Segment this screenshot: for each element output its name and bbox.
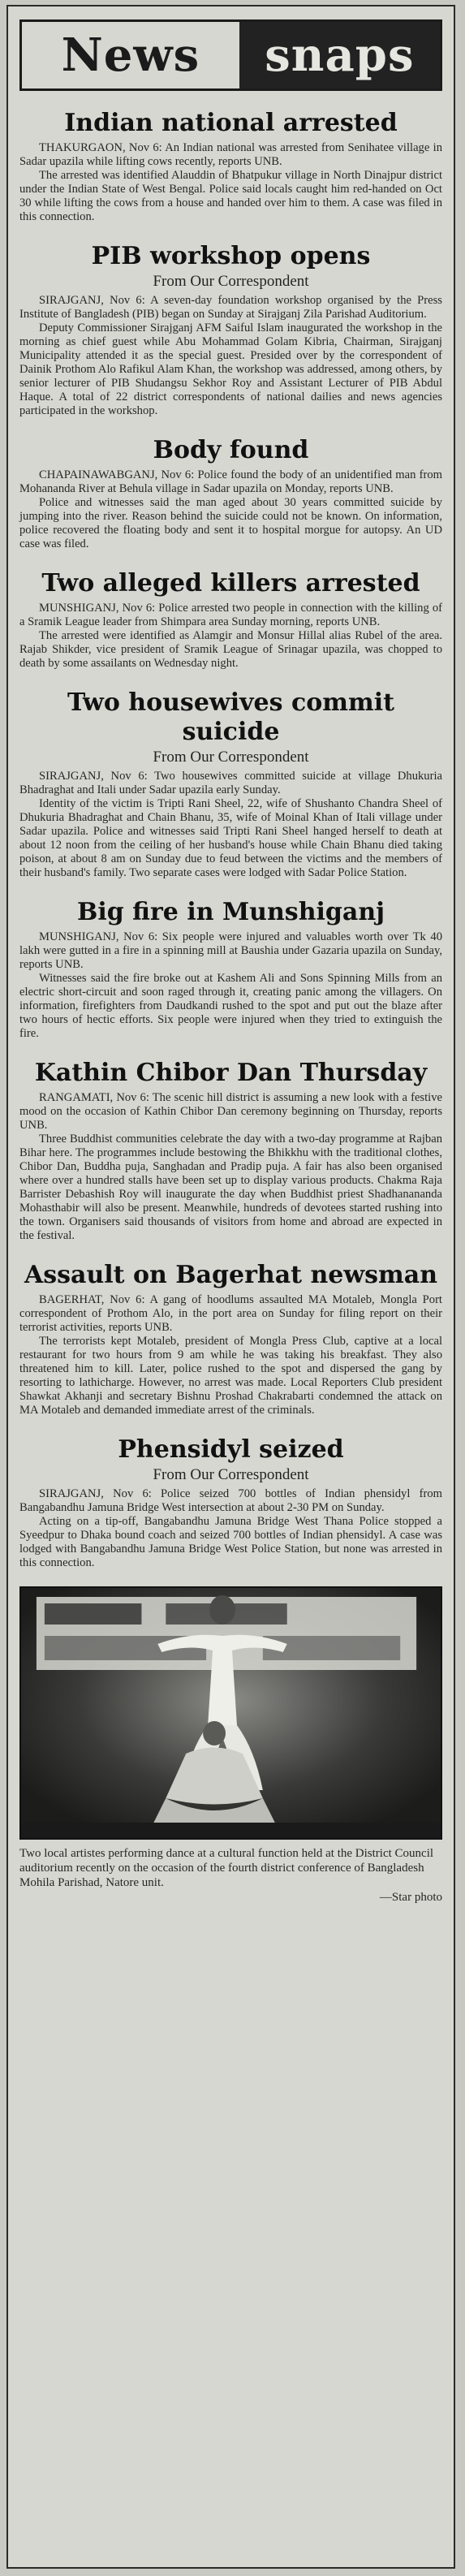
article-housewives-suicide bbox=[19, 688, 442, 880]
article-pib-workshop bbox=[19, 242, 442, 418]
column-masthead bbox=[19, 19, 442, 91]
article-headline: Phensidyl seized bbox=[118, 1435, 344, 1464]
article-kathin-chibor-dan bbox=[19, 1059, 442, 1243]
article-headline: Big fire in Munshiganj bbox=[77, 898, 385, 926]
article-paragraph: RANGAMATI, Nov 6: The scenic hill district is assuming a new look with a festive mood on the occasion of Kathin Chibor Dan ceremony beginning on Thursday, reports UNB. bbox=[19, 1091, 442, 1132]
article-body bbox=[19, 1487, 442, 1570]
dance-photo bbox=[19, 1586, 442, 1840]
masthead-snaps: snaps bbox=[239, 22, 440, 88]
article-byline: From Our Correspondent bbox=[153, 1466, 309, 1483]
article-paragraph: SIRAJGANJ, Nov 6: Two housewives committed suicide at village Dhukuria Bhadraghat and Itali under Sadar upazila early Sunday. bbox=[19, 770, 442, 796]
article-paragraph: The arrested was identified Alauddin of Bhatpukur village in North Dinajpur district under the Indian State of West Bengal. Police said locals caught him red-handed on Oct 30 while lifting the cows from a house and handed over him to them. A case was filed in this connection. bbox=[19, 169, 442, 223]
article-headline: Two alleged killers arrested bbox=[41, 569, 420, 598]
article-phensidyl-seized bbox=[19, 1435, 442, 1570]
article-paragraph: Identity of the victim is Tripti Rani Sheel, 22, wife of Shushanto Chandra Sheel of Dhukuria Bhadraghat and Chain Bhanu, 35, wife of Moinal Khan of Itali village under Sadar upazila. Police and witnesses said Tripti Rani Sheel hanged herself to death at about 12 noon from the ceiling of her husband's house while Chain Bhanu died taking poison, at about 8 am on Sunday due to feud between the victims and the members of their husband's family. Two separate cases were lodged with Sadar Police Station. bbox=[19, 797, 442, 879]
article-paragraph: BAGERHAT, Nov 6: A gang of hoodlums assaulted MA Motaleb, Mongla Port correspondent of Prothom Alo, in the port area on Sunday for filing report on their terrorist activities, reports UNB. bbox=[19, 1293, 442, 1334]
article-body bbox=[19, 930, 442, 1041]
article-headline: PIB workshop opens bbox=[91, 242, 371, 270]
photo-caption-text: Two local artistes performing dance at a cultural function held at the District Council auditorium recently on the occasion of the fourth district conference of Bangladesh Mohila Parishad, Natore unit. bbox=[19, 1847, 434, 1889]
article-paragraph: The arrested were identified as Alamgir and Monsur Hillal alias Rubel of the area. Rajab Shikder, vice president of Sramik League of Srinagar upazila, was chopped to death by some assailants on Wednesday night. bbox=[19, 629, 442, 670]
article-paragraph: Police and witnesses said the man aged about 30 years committed suicide by jumping into the river. Reason behind the suicide could not be known. On information, police recovered the floating body and sent it to hospital morgue for autopsy. An UD case was filed. bbox=[19, 496, 442, 550]
article-body bbox=[19, 1091, 442, 1243]
article-body bbox=[19, 602, 442, 671]
article-body bbox=[19, 1293, 442, 1417]
masthead-news: News bbox=[22, 22, 239, 88]
article-headline: Two housewives commit suicide bbox=[67, 688, 394, 746]
photo-credit: —Star photo bbox=[379, 1891, 442, 1904]
article-paragraph: The terrorists kept Motaleb, president of Mongla Press Club, captive at a local restaurant for two hours from 9 am while he was taking his breakfast. They also threatened him to kill. Later, police rushed to the spot and dispersed the gang by resorting to lathicharge. However, no arrest was made. Local Reporters Club president Shawkat Akhanji and secretary Bishnu Proshad Chakrabarti condemned the attack on MA Motaleb and demanded immediate arrest of the criminals. bbox=[19, 1335, 442, 1417]
dance-photo-image bbox=[20, 1587, 441, 1839]
newspaper-page bbox=[6, 5, 455, 2569]
article-body-found bbox=[19, 436, 442, 551]
column bbox=[19, 19, 442, 2559]
article-headline: Indian national arrested bbox=[64, 109, 398, 137]
article-paragraph: SIRAJGANJ, Nov 6: A seven-day foundation workshop organised by the Press Institute of Bangladesh (PIB) began on Sunday at Sirajganj Zila Parishad Auditorium. bbox=[19, 294, 442, 321]
article-bagerhat-newsman bbox=[19, 1261, 442, 1417]
article-killers-arrested bbox=[19, 569, 442, 671]
article-body bbox=[19, 141, 442, 224]
article-big-fire bbox=[19, 898, 442, 1041]
article-headline: Assault on Bagerhat newsman bbox=[24, 1261, 438, 1289]
article-paragraph: THAKURGAON, Nov 6: An Indian national was arrested from Senihatee village in Sadar upazila while lifting cows recently, reports UNB. bbox=[19, 141, 442, 168]
article-paragraph: MUNSHIGANJ, Nov 6: Six people were injured and valuables worth over Tk 40 lakh were gutted in a fire in a spinning mill at Baushia under Gazaria upazila on Sunday, reports UNB. bbox=[19, 930, 442, 971]
article-paragraph: MUNSHIGANJ, Nov 6: Police arrested two people in connection with the killing of a Sramik League leader from Shimpara area Sunday morning, reports UNB. bbox=[19, 602, 442, 628]
article-paragraph: Acting on a tip-off, Bangabandhu Jamuna Bridge West Thana Police stopped a Syeedpur to Dhaka bound coach and seized 700 bottles of Indian phensidyl. A case was lodged with Bangabandhu Jamuna Bridge West Police Station, but none was arrested in this connection. bbox=[19, 1515, 442, 1569]
article-byline: From Our Correspondent bbox=[153, 749, 309, 766]
article-paragraph: SIRAJGANJ, Nov 6: Police seized 700 bottles of Indian phensidyl from Bangabandhu Jamuna Bridge West intersection at about 2-30 PM on Sunday. bbox=[19, 1487, 442, 1514]
article-headline: Body found bbox=[153, 436, 309, 464]
article-headline: Kathin Chibor Dan Thursday bbox=[34, 1059, 428, 1087]
article-paragraph: CHAPAINAWABGANJ, Nov 6: Police found the body of an unidentified man from Mohananda River at Behula village in Sadar upazila on Monday, reports UNB. bbox=[19, 468, 442, 495]
photo-caption bbox=[19, 1846, 442, 1905]
article-paragraph: Three Buddhist communities celebrate the day with a two-day programme at Rajban Bihar here. The programmes include bestowing the Bhikkhu with the traditional clothes, Chibor Dan, Buddha puja, Sanghadan and Pradip puja. A fair has also been organised where over a hundred stalls have been set up to display various products. Chakma Raja Barrister Debashish Roy will inaugurate the day when Buddhist priest Shadhanananda Mohasthabir will also be present. Meanwhile, hundreds of devotees started rushing into the town. Organisers said thousands of visitors from home and abroad are expected in the festival. bbox=[19, 1133, 442, 1242]
article-body bbox=[19, 770, 442, 880]
article-body bbox=[19, 468, 442, 551]
article-body bbox=[19, 294, 442, 418]
article-indian-national bbox=[19, 109, 442, 224]
article-paragraph: Deputy Commissioner Sirajganj AFM Saiful Islam inaugurated the workshop in the morning as chief guest while Abu Mohammad Golam Kibria, Chairman, Sirajganj Municipality attended it as the special guest. Presided over by the correspondent of Dainik Prothom Alo Rafikul Alam Khan, the workshop was addressed, among others, by senior lecturer of PIB Shudangsu Sekhor Roy and Assistant Lecturer of PIB Abdul Haque. A total of 22 district correspondents of national dailies and news agencies participated in the workshop. bbox=[19, 321, 442, 417]
article-byline: From Our Correspondent bbox=[153, 273, 309, 290]
article-paragraph: Witnesses said the fire broke out at Kashem Ali and Sons Spinning Mills from an electric short-circuit and soon raged through it, creating panic among the villagers. On information, firefighters from Daudkandi rushed to the spot and put out the blaze after two hours of hectic efforts. Six people were injured when they tried to extinguish the fire. bbox=[19, 972, 442, 1040]
